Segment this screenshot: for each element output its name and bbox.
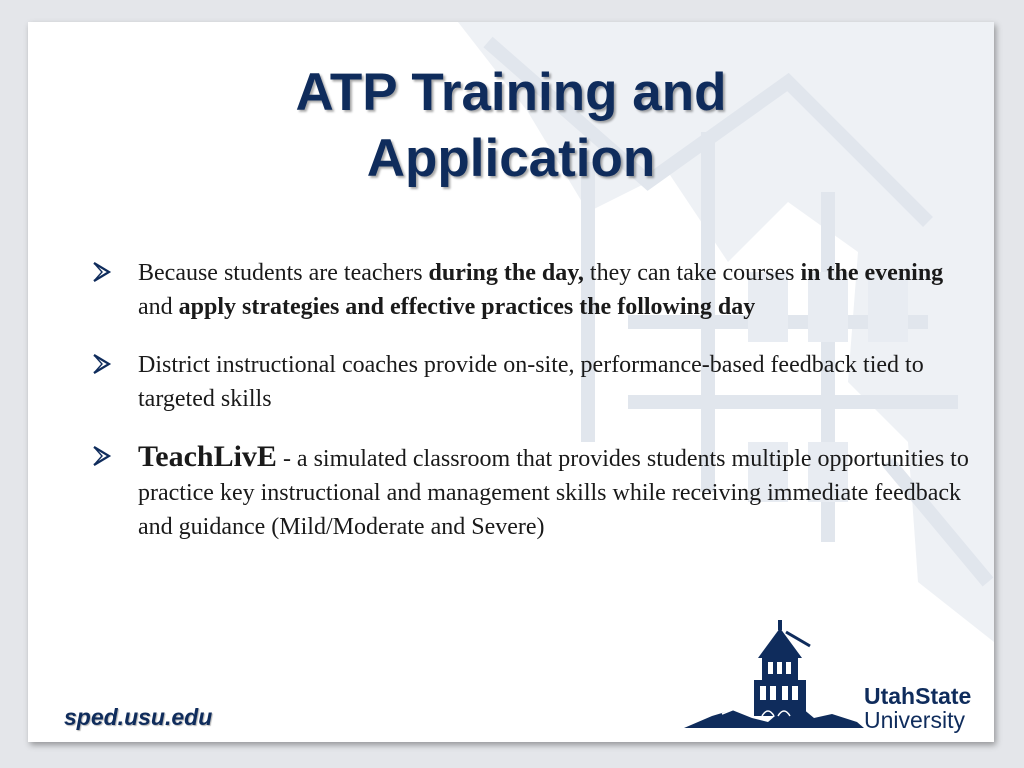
bullet-text: District instructional coaches provide on-site, performance-based feedback tied to targeted skills (138, 352, 924, 412)
slide (28, 22, 994, 742)
title-line-1: ATP Training and (295, 63, 727, 122)
bullet-emphasis: apply strategies and effective practices the following day (178, 294, 756, 320)
bullet-list (90, 256, 970, 568)
bullet-text: and (138, 294, 179, 320)
footer-url: sped.usu.edu (64, 704, 213, 730)
bullet-emphasis: in the evening (800, 260, 944, 286)
title-line-2: Application (366, 129, 656, 188)
bullet-text: they can take courses (583, 260, 801, 286)
bullet-text: - a simulated classroom that provides students multiple opportunities to practice key instructional and management skills while receiving immediate feedback and guidance (Mild/Moderate and Severe) (138, 446, 969, 540)
arrow-bullet-icon (90, 257, 114, 287)
bullet-lead-term: TeachLivE (138, 440, 277, 473)
bullet-text: Because students are teachers (138, 260, 429, 286)
bullet-item-coaches (90, 348, 970, 416)
arrow-bullet-icon (90, 441, 114, 471)
bullet-item-schedule (90, 256, 970, 324)
logo-wordmark-line1: UtahState (864, 683, 972, 709)
slide-title (28, 60, 994, 192)
bullet-emphasis: during the day, (428, 260, 584, 286)
logo-wordmark-line2: University (864, 707, 965, 733)
arrow-bullet-icon (90, 349, 114, 379)
bullet-item-teachlive (90, 440, 970, 544)
